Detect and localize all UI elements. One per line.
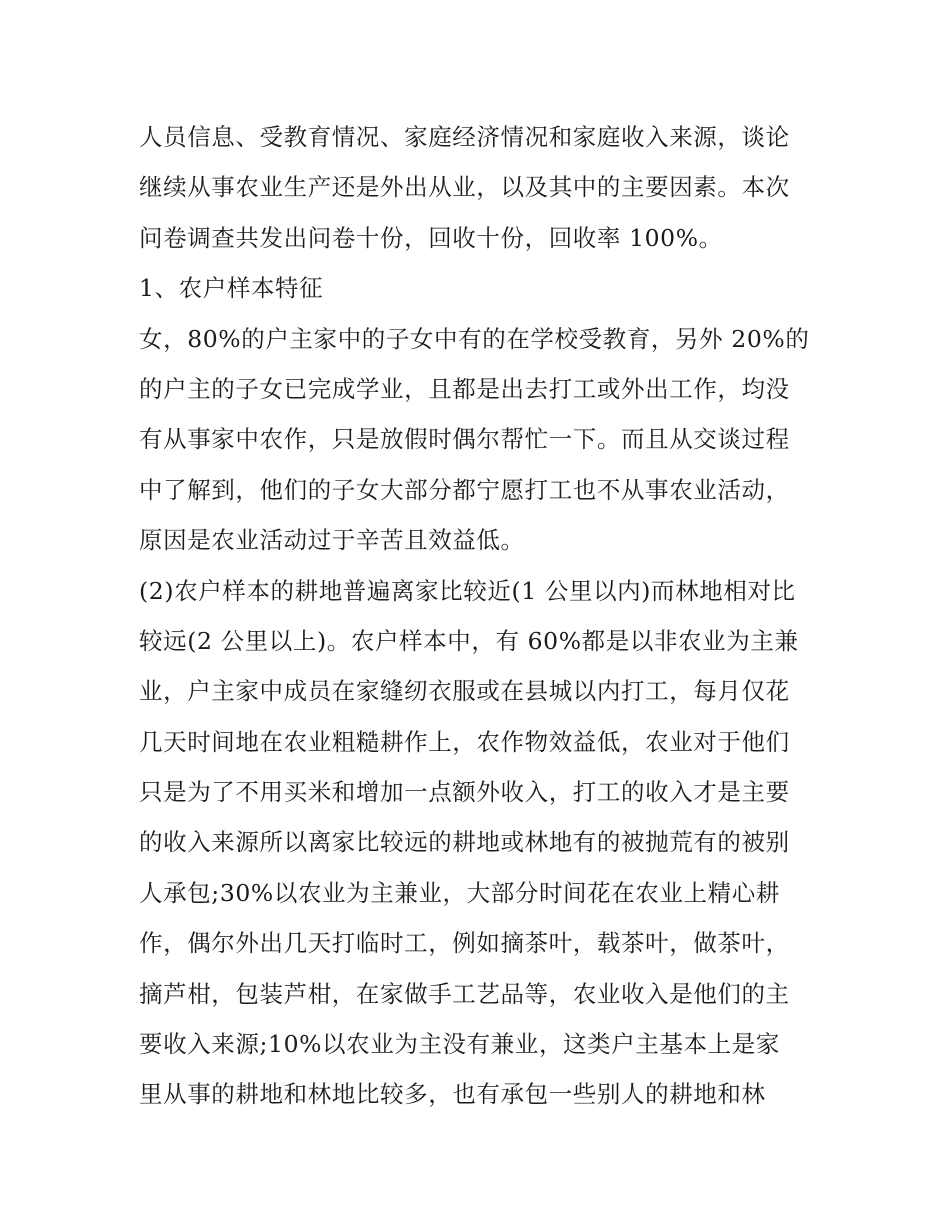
text-line-8: 中了解到，他们的子女大部分都宁愿打工也不从事农业活动， — [139, 475, 790, 504]
text-line-1: 人员信息、受教育情况、家庭经济情况和家庭收入来源，谈论 — [139, 123, 790, 151]
text-line-9: 原因是农业活动过于辛苦且效益低。 — [139, 526, 525, 555]
section-heading: 1、农户样本特征 — [139, 274, 324, 303]
text-line-19: 要收入来源;10%以农业为主没有兼业，这类户主基本上是家 — [139, 1030, 780, 1059]
text-line-14: 只是为了不用买米和增加一点额外收入，打工的收入才是主要 — [139, 778, 790, 807]
text-line-18: 摘芦柑，包装芦柑，在家做手工艺品等，农业收入是他们的主 — [139, 979, 790, 1008]
text-line-15: 的收入来源所以离家比较远的耕地或林地有的被抛荒有的被别 — [139, 828, 790, 857]
text-line-12: 业，户主家中成员在家缝纫衣服或在县城以内打工，每月仅花 — [139, 677, 790, 706]
text-line-16: 人承包;30%以农业为主兼业，大部分时间花在农业上精心耕 — [139, 878, 780, 907]
text-line-5: 女，80%的户主家中的子女中有的在学校受教育，另外 20%的 — [139, 324, 810, 353]
text-line-6: 的户主的子女已完成学业，且都是出去打工或外出工作，均没 — [139, 374, 790, 403]
text-line-11: 较远(2 公里以上)。农户样本中，有 60%都是以非农业为主兼 — [139, 626, 799, 655]
text-line-2: 继续从事农业生产还是外出从业，以及其中的主要因素。本次 — [139, 173, 790, 202]
body-text — [139, 112, 819, 1120]
text-line-7: 有从事家中农作，只是放假时偶尔帮忙一下。而且从交谈过程 — [139, 425, 790, 454]
text-line-10: (2)农户样本的耕地普遍离家比较近(1 公里以内)而林地相对比 — [139, 576, 796, 605]
text-line-17: 作，偶尔外出几天打临时工，例如摘茶叶，载茶叶，做茶叶， — [139, 929, 790, 958]
text-line-3: 问卷调查共发出问卷十份，回收十份，回收率 100%。 — [139, 223, 723, 252]
text-line-13: 几天时间地在农业粗糙耕作上，农作物效益低，农业对于他们 — [139, 727, 790, 756]
text-line-20: 里从事的耕地和林地比较多，也有承包一些别人的耕地和林 — [139, 1080, 766, 1109]
